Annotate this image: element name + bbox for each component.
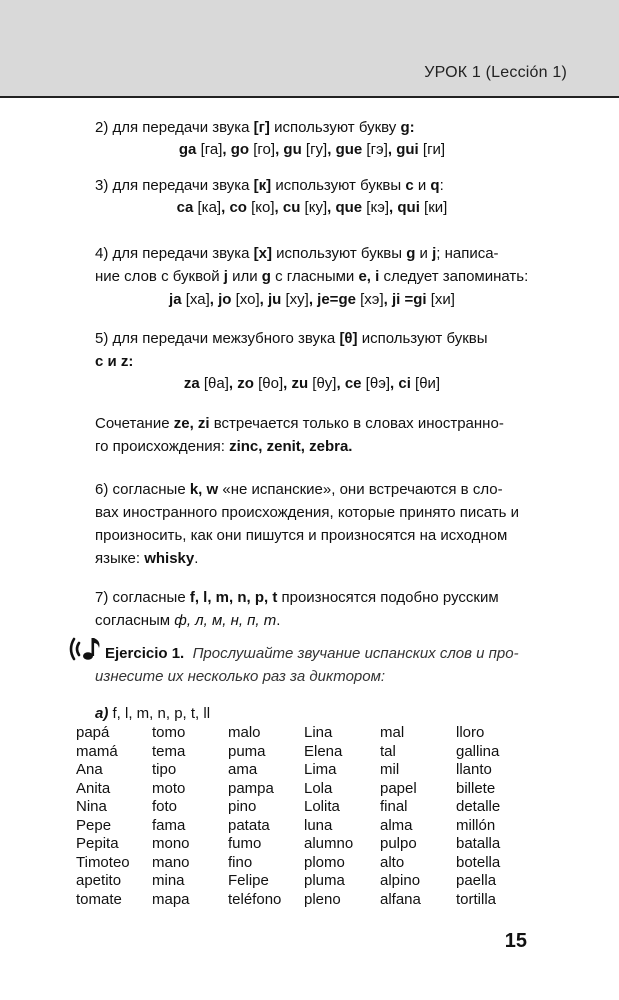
word-column: [456, 724, 536, 909]
example-transcription: [хи]: [426, 291, 455, 308]
word-cell: apetito: [76, 872, 122, 889]
word-cell: mil: [380, 761, 400, 778]
example-transcription: [ху]: [281, 291, 309, 308]
example-word: ci: [398, 375, 411, 392]
example-separator: ,: [274, 199, 283, 216]
word-cell: billete: [456, 779, 496, 797]
word-cell: final: [380, 798, 408, 815]
example-word: za: [183, 375, 200, 392]
example-word: ce: [344, 375, 362, 392]
example-separator: ,: [275, 141, 284, 158]
example-separator: ,: [387, 141, 397, 158]
example-separator: ,: [283, 375, 292, 392]
rule-6-line4: языке: whisky.: [95, 550, 199, 567]
example-transcription: [га]: [196, 141, 223, 158]
word-cell: Anita: [76, 779, 111, 797]
word-column: [228, 724, 308, 909]
word-cell: papel: [380, 779, 417, 797]
example-transcription: [ги]: [418, 141, 446, 158]
word-cell: pino: [228, 798, 257, 815]
rule-5-letters: c и z:: [95, 353, 134, 370]
example-separator: ,: [259, 291, 268, 308]
word-column: [380, 724, 460, 909]
example-word: jo: [218, 291, 232, 308]
audio-listen-icon[interactable]: [68, 635, 102, 663]
exercise-instruction-line2: изнесите их несколько раз за диктором:: [95, 668, 386, 685]
example-word: zo: [237, 375, 254, 392]
word-cell: batalla: [456, 835, 501, 852]
example-separator: ,: [336, 375, 345, 392]
word-cell: plomo: [304, 853, 345, 871]
word-cell: Lima: [304, 761, 337, 778]
example-transcription: [ка]: [193, 199, 222, 216]
rule-4-text-line2: ние слов с буквой j или g с гласными e, i следует запоминать:: [95, 268, 529, 285]
exercise-subsection: a) f, l, m, n, p, t, ll: [95, 705, 211, 722]
word-cell: lloro: [456, 724, 485, 741]
example-separator: ,: [390, 375, 399, 392]
word-cell: fama: [152, 816, 186, 834]
lesson-title: УРОК 1 (Lección 1): [424, 64, 567, 81]
word-cell: tema: [152, 742, 186, 760]
word-cell: Lola: [304, 779, 333, 797]
example-separator: ,: [383, 291, 392, 308]
example-word: co: [229, 199, 247, 216]
example-transcription: [хо]: [231, 291, 260, 308]
example-word: ca: [176, 199, 194, 216]
word-cell: tomate: [76, 890, 122, 908]
word-cell: Timoteo: [76, 853, 130, 871]
word-cell: pulpo: [380, 835, 417, 852]
rule-4-text: 4) для передачи звука [х] используют буквы g и j; написа-: [95, 245, 499, 262]
example-word: cu: [282, 199, 301, 216]
example-transcription: [хэ]: [355, 291, 384, 308]
example-transcription: [кэ]: [362, 199, 390, 216]
example-separator: ,: [209, 291, 219, 308]
example-separator: ,: [221, 199, 230, 216]
word-cell: Nina: [76, 798, 107, 815]
word-cell: foto: [152, 798, 178, 815]
header-band: [0, 0, 619, 98]
example-transcription: [θу]: [308, 375, 337, 392]
example-transcription: [θэ]: [361, 375, 391, 392]
word-cell: botella: [456, 853, 501, 871]
word-cell: mapa: [152, 890, 190, 908]
example-transcription: [го]: [249, 141, 276, 158]
word-cell: detalle: [456, 798, 501, 815]
example-transcription: [ха]: [181, 291, 210, 308]
rule-2-text: 2) для передачи звука [г] используют букву g:: [95, 119, 415, 136]
word-cell: mano: [152, 853, 190, 871]
word-cell: alma: [380, 816, 413, 834]
rule-6-line2: вах иностранного происхождения, которые принято писать и: [95, 504, 519, 521]
word-cell: tomo: [152, 724, 186, 741]
rule-5-text: 5) для передачи межзубного звука [θ] используют буквы: [95, 330, 488, 347]
example-word: ga: [178, 141, 197, 158]
word-cell: alumno: [304, 835, 354, 852]
example-word: je=ge: [317, 291, 356, 308]
word-cell: Elena: [304, 742, 343, 760]
rule-6-line1: 6) согласные k, w «не испанские», они встречаются в сло-: [95, 481, 503, 498]
rule-7-line2: согласным ф, л, м, н, п, т.: [95, 612, 281, 629]
example-transcription: [θо]: [253, 375, 284, 392]
rule-2-examples: [95, 138, 529, 161]
word-cell: Lolita: [304, 798, 340, 815]
word-column: [76, 724, 156, 909]
word-cell: fino: [228, 853, 253, 871]
word-cell: pluma: [304, 872, 345, 889]
word-cell: teléfono: [228, 890, 282, 908]
word-cell: millón: [456, 816, 496, 834]
example-word: go: [230, 141, 250, 158]
example-word: ju: [267, 291, 282, 308]
example-transcription: [ки]: [419, 199, 448, 216]
example-word: gui: [396, 141, 419, 158]
example-separator: ,: [308, 291, 318, 308]
word-cell: fumo: [228, 835, 262, 852]
rule-6-line3: произносить, как они пишутся и произносятся на исходном: [95, 527, 508, 544]
word-cell: ama: [228, 761, 258, 778]
rule-4-examples: [95, 288, 529, 311]
word-column: [152, 724, 232, 909]
word-cell: papá: [76, 724, 110, 741]
word-cell: Pepe: [76, 816, 112, 834]
example-transcription: [θа]: [199, 375, 229, 392]
example-transcription: [ку]: [300, 199, 328, 216]
combo-note-line1: Сочетание ze, zi встречается только в словах иностранно-: [95, 415, 504, 432]
rule-3-text: 3) для передачи звука [к] используют буквы c и q:: [95, 177, 444, 194]
example-transcription: [гу]: [301, 141, 328, 158]
word-cell: mal: [380, 724, 405, 741]
word-cell: alfana: [380, 890, 421, 908]
exercise-header: [105, 642, 535, 665]
page-number: 15: [504, 930, 527, 952]
example-word: gue: [335, 141, 363, 158]
example-separator: ,: [222, 141, 231, 158]
word-cell: mono: [152, 835, 190, 852]
word-cell: moto: [152, 779, 186, 797]
word-cell: tipo: [152, 761, 177, 778]
example-separator: ,: [228, 375, 238, 392]
word-cell: luna: [304, 816, 333, 834]
exercise-instruction: Прослушайте звучание испанских слов и про-: [192, 645, 519, 662]
word-cell: pleno: [304, 890, 341, 908]
word-cell: malo: [228, 724, 261, 741]
word-column: [304, 724, 384, 909]
combo-note-line2: го происхождения: zinc, zenit, zebra.: [95, 438, 353, 455]
example-word: ja: [169, 291, 182, 308]
example-word: gu: [283, 141, 302, 158]
example-word: ji =gi: [391, 291, 427, 308]
word-cell: puma: [228, 742, 266, 760]
word-cell: Ana: [76, 761, 103, 778]
example-separator: ,: [327, 141, 336, 158]
exercise-title: Ejercicio 1.: [105, 645, 185, 662]
example-transcription: [гэ]: [362, 141, 388, 158]
example-word: que: [335, 199, 363, 216]
word-cell: tortilla: [456, 890, 497, 908]
word-cell: tal: [380, 742, 396, 760]
word-cell: Pepita: [76, 835, 119, 852]
example-separator: ,: [327, 199, 336, 216]
word-cell: alpino: [380, 872, 421, 889]
word-cell: gallina: [456, 742, 500, 760]
rule-7-line1: 7) согласные f, l, m, n, p, t произносятся подобно русским: [95, 589, 499, 606]
word-cell: mina: [152, 872, 185, 889]
example-transcription: [θи]: [410, 375, 441, 392]
word-cell: alto: [380, 853, 405, 871]
word-cell: llanto: [456, 761, 492, 778]
word-cell: mamá: [76, 742, 118, 760]
example-separator: ,: [389, 199, 398, 216]
word-cell: Lina: [304, 724, 333, 741]
example-word: qui: [397, 199, 420, 216]
word-cell: paella: [456, 872, 497, 889]
example-word: zu: [291, 375, 309, 392]
word-cell: pampa: [228, 779, 274, 797]
example-transcription: [ко]: [246, 199, 275, 216]
rule-5-examples: [95, 372, 529, 395]
rule-3-examples: [95, 196, 529, 219]
word-cell: patata: [228, 816, 270, 834]
word-cell: Felipe: [228, 872, 269, 889]
